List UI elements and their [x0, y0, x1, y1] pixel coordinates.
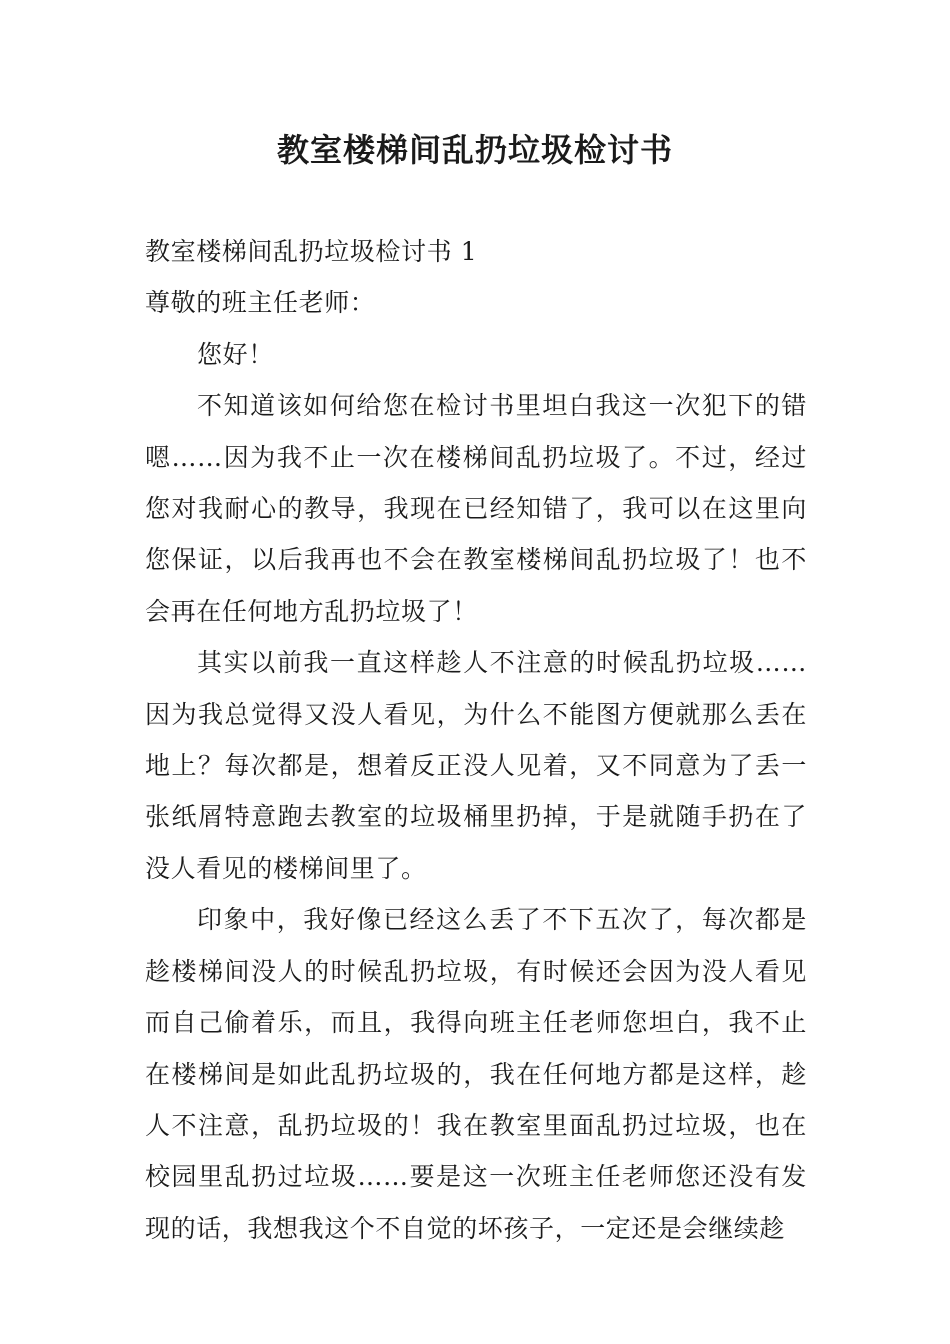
document-body [145, 226, 807, 1254]
document-title: 教室楼梯间乱扔垃圾检讨书 [276, 131, 673, 169]
paragraph-2: 其实以前我一直这样趁人不注意的时候乱扔垃圾……因为我总觉得又没人看见，为什么不能图方便就那么丢在地上？每次都是，想着反正没人见着，又不同意为了丢一张纸屑特意跑去教室的垃圾桶里扔掉，于是就随手扔在了没人看见的楼梯间里了。 [145, 648, 807, 883]
greeting: 您好！ [197, 339, 274, 369]
document-subtitle: 教室楼梯间乱扔垃圾检讨书 1 [145, 237, 478, 266]
salutation: 尊敬的班主任老师： [145, 288, 376, 318]
paragraph-1: 不知道该如何给您在检讨书里坦白我这一次犯下的错嗯……因为我不止一次在楼梯间乱扔垃圾了。不过，经过您对我耐心的教导，我现在已经知错了，我可以在这里向您保证，以后我再也不会在教室楼梯间乱扔垃圾了！也不会再在任何地方乱扔垃圾了！ [145, 391, 807, 626]
paragraph-3: 印象中，我好像已经这么丢了不下五次了，每次都是趁楼梯间没人的时候乱扔垃圾，有时候还会因为没人看见而自己偷着乐，而且，我得向班主任老师您坦白，我不止在楼梯间是如此乱扔垃圾的，我在任何地方都是这样，趁人不注意，乱扔垃圾的！我在教室里面乱扔过垃圾，也在校园里乱扔过垃圾……要是这一次班主任老师您还没有发现的话，我想我这个不自觉的坏孩子，一定还是会继续趁 [145, 905, 807, 1243]
